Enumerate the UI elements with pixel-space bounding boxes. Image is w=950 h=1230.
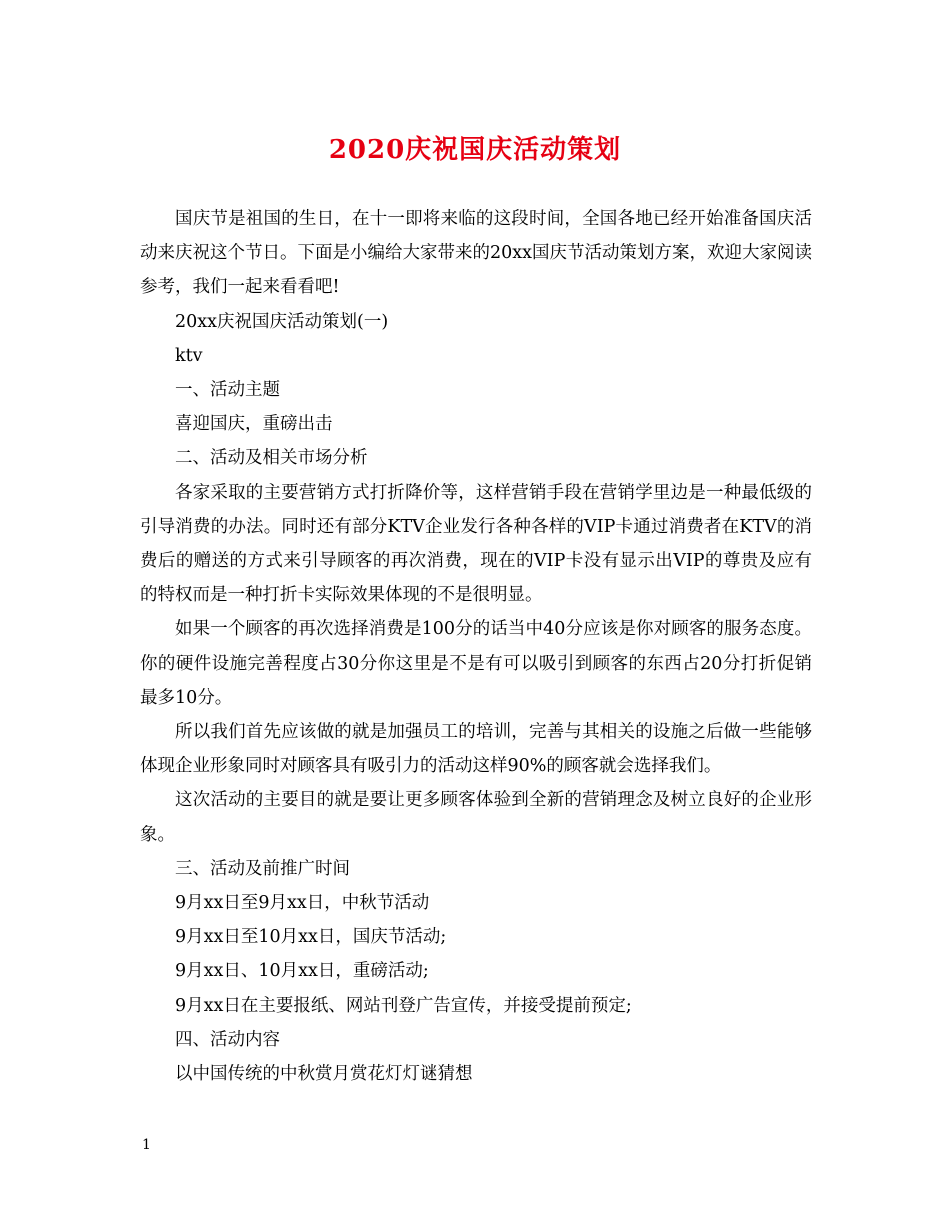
paragraph-content-1: 以中国传统的中秋赏月赏花灯灯谜猜想 bbox=[175, 1064, 473, 1085]
paragraph-market-1: 各家采取的主要营销方式打折降价等，这样营销手段在营销学里边是一种最低级的引导消费的办法。同时还有部分KTV企业发行各种各样的VIP卡通过消费者在KTV的消费后的赠送的方式来引导顾客的再次消费，现在的VIP卡没有显示出VIP的尊贵及应有的特权而是一种打折卡实际效果体现的不是很明显。 bbox=[140, 482, 812, 606]
paragraph-market-3: 所以我们首先应该做的就是加强员工的培训，完善与其相关的设施之后做一些能够体现企业形象同时对顾客具有吸引力的活动这样90%的顾客就会选择我们。 bbox=[140, 722, 812, 777]
section-heading-market: 二、活动及相关市场分析 bbox=[175, 448, 368, 469]
paragraph-time-2: 9月xx日至10月xx日，国庆节活动; bbox=[175, 927, 447, 948]
paragraph-ktv: ktv bbox=[175, 345, 203, 366]
paragraph-time-1: 9月xx日至9月xx日，中秋节活动 bbox=[175, 893, 430, 914]
section-heading-theme: 一、活动主题 bbox=[175, 380, 280, 401]
section-heading-content: 四、活动内容 bbox=[175, 1029, 280, 1050]
paragraph-market-4: 这次活动的主要目的就是要让更多顾客体验到全新的营销理念及树立良好的企业形象。 bbox=[140, 790, 812, 845]
paragraph-plan-heading: 20xx庆祝国庆活动策划(一) bbox=[175, 311, 389, 332]
section-heading-time: 三、活动及前推广时间 bbox=[175, 858, 350, 879]
paragraph-time-3: 9月xx日、10月xx日，重磅活动; bbox=[175, 961, 429, 982]
paragraph-intro: 国庆节是祖国的生日，在十一即将来临的这段时间，全国各地已经开始准备国庆活动来庆祝这个节日。下面是小编给大家带来的20xx国庆节活动策划方案，欢迎大家阅读参考，我们一起来看看吧! bbox=[140, 209, 813, 298]
paragraph-time-4: 9月xx日在主要报纸、网站刊登广告宣传，并接受提前预定; bbox=[175, 995, 632, 1016]
document-body bbox=[140, 202, 812, 1091]
page-number: 1 bbox=[142, 1137, 151, 1153]
paragraph-theme: 喜迎国庆，重磅出击 bbox=[175, 414, 333, 435]
document-title: 2020庆祝国庆活动策划 bbox=[328, 135, 622, 165]
paragraph-market-2: 如果一个顾客的再次选择消费是100分的话当中40分应该是你对顾客的服务态度。你的硬件设施完善程度占30分你这里是不是有可以吸引到顾客的东西占20分打折促销最多10分。 bbox=[140, 619, 812, 708]
